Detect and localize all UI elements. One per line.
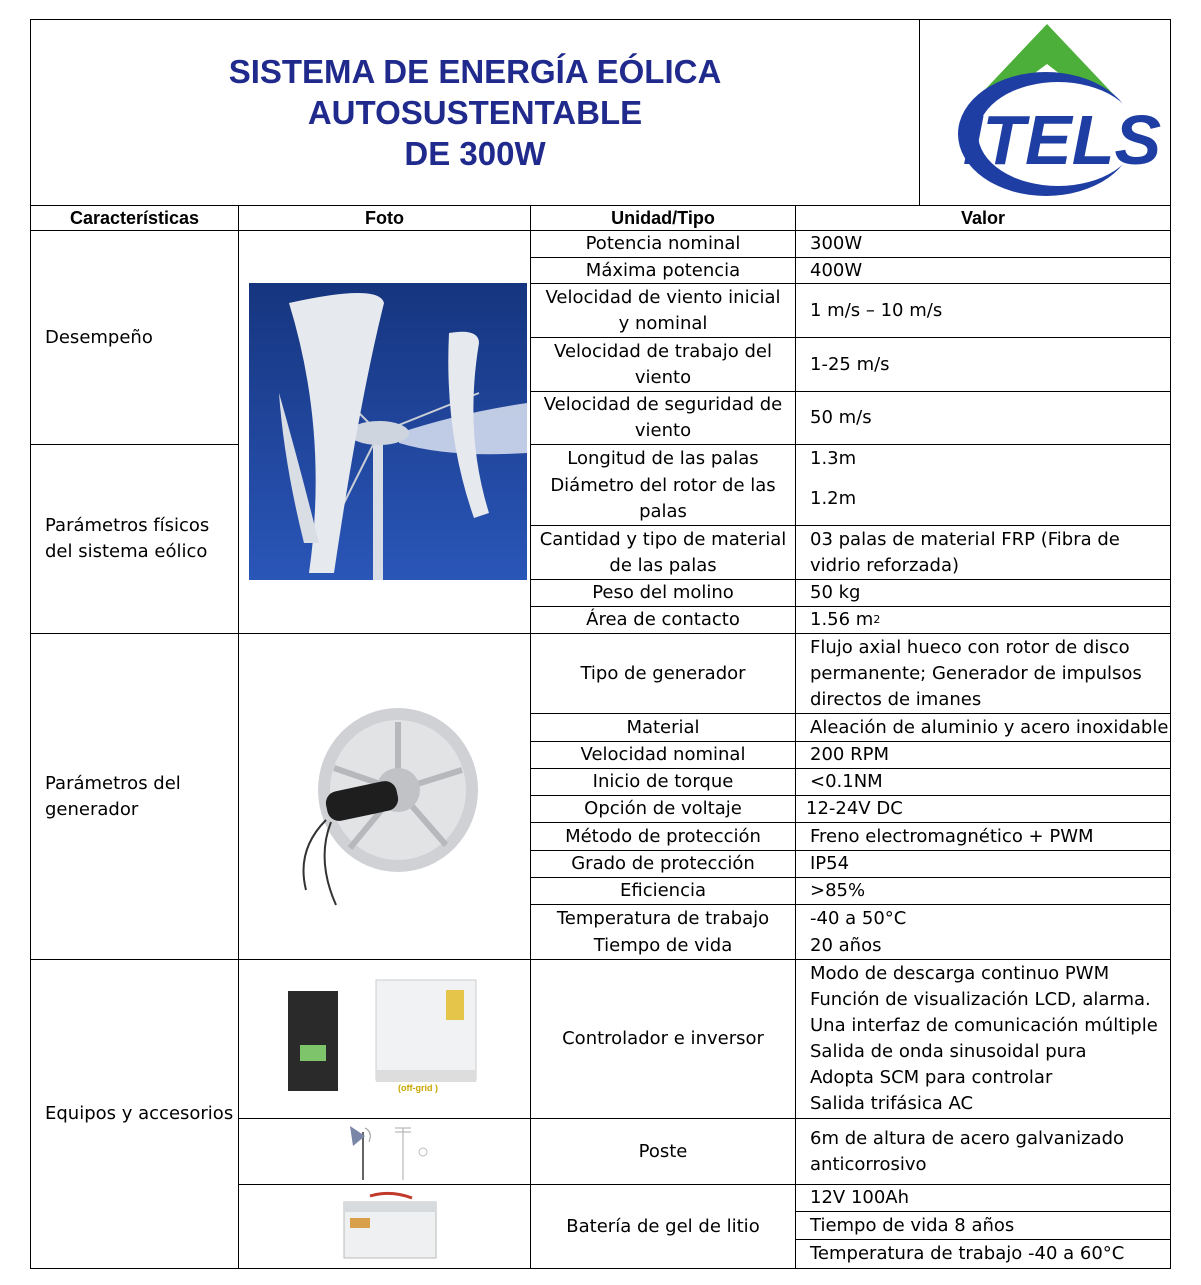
value-controlador-line-6: Salida trifásica AC — [810, 1093, 974, 1114]
value-controlador-line-4: Salida de onda sinusoidal pura — [810, 1041, 1087, 1062]
controller-inverter-photo — [286, 975, 486, 1103]
unit-controlador: Controlador e inversor — [562, 1028, 764, 1049]
page-title — [31, 20, 919, 205]
unit-vel-trabajo — [531, 338, 795, 391]
value-vel-seguridad: 50 m/s — [810, 407, 872, 428]
section-fisicos-line-1: Parámetros físicos — [45, 515, 210, 536]
value-area: 1.56 m 2 — [796, 607, 1170, 633]
unit-vel-inicial-line-2: y nominal — [618, 312, 708, 334]
value-bateria-capacidad: 12V 100Ah — [810, 1187, 910, 1208]
value-poste-line-1: 6m de altura de acero galvanizado — [810, 1127, 1125, 1149]
pole-photo — [335, 1122, 435, 1182]
value-tipo-gen-line-3: directos de imanes — [810, 688, 982, 710]
value-vel-trabajo: 1-25 m/s — [810, 353, 890, 375]
controller-caption: (off-grid ) — [398, 1083, 438, 1093]
unit-cant-palas — [531, 526, 795, 579]
unit-vel-seguridad — [531, 392, 795, 444]
unit-maxima-potencia: Máxima potencia — [585, 259, 741, 281]
section-generador — [31, 634, 238, 959]
value-tipo-gen-line-2: permanente; Generador de impulsos — [810, 662, 1142, 684]
title-line-3: DE 300W — [404, 135, 546, 172]
header-valor: Valor — [960, 208, 1006, 228]
unit-vel-trabajo-line-2: viento — [634, 366, 692, 388]
value-controlador-line-2: Función de visualización LCD, alarma. — [810, 989, 1151, 1010]
value-long-palas: 1.3m — [810, 447, 857, 469]
value-eficiencia: >85% — [810, 880, 866, 901]
value-diam-rotor: 1.2m — [810, 487, 857, 509]
value-bateria-temp: Temperatura de trabajo -40 a 60°C — [810, 1243, 1125, 1264]
section-generador-line-1: Parámetros del — [45, 772, 181, 794]
unit-vel-nominal: Velocidad nominal — [580, 744, 746, 765]
unit-diam-rotor-line-2: palas — [639, 500, 687, 522]
value-cant-palas — [796, 526, 1170, 579]
section-fisicos — [31, 445, 238, 633]
unit-material: Material — [626, 716, 700, 738]
unit-bateria: Batería de gel de litio — [566, 1215, 760, 1237]
header-caracteristicas: Características — [69, 208, 200, 228]
unit-vel-inicial-line-1: Velocidad de viento inicial — [545, 286, 781, 308]
value-tipo-gen — [796, 634, 1170, 713]
value-poste — [796, 1119, 1170, 1184]
value-tipo-gen-line-1: Flujo axial hueco con rotor de disco — [810, 636, 1130, 658]
section-desempeno: Desempeño — [45, 326, 153, 348]
unit-vel-inicial — [531, 284, 795, 337]
unit-eficiencia: Eficiencia — [619, 880, 707, 901]
title-line-1: SISTEMA DE ENERGÍA EÓLICA — [228, 53, 722, 90]
unit-vel-trabajo-line-1: Velocidad de trabajo del — [554, 340, 772, 362]
value-controlador — [796, 960, 1170, 1118]
unit-metodo-prot: Método de protección — [565, 825, 761, 847]
value-bateria-vida: Tiempo de vida 8 años — [810, 1214, 1015, 1236]
unit-poste: Poste — [638, 1140, 688, 1162]
value-potencia-nominal: 300W — [810, 233, 863, 254]
unit-peso: Peso del molino — [592, 582, 734, 603]
itels-logo — [950, 24, 1162, 200]
wind-turbine-photo — [249, 283, 527, 580]
section-generador-line-2: generador — [45, 798, 139, 820]
header-foto: Foto — [365, 208, 404, 228]
unit-tipo-gen: Tipo de generador — [580, 662, 746, 684]
value-cant-palas-line-2: vidrio reforzada) — [810, 554, 960, 576]
value-metodo-prot: Freno electromagnético + PWM — [810, 825, 1094, 847]
value-tiempo-vida: 20 años — [810, 934, 882, 956]
value-material: Aleación de aluminio y acero inoxidable — [810, 716, 1169, 738]
section-equipos: Equipos y accesorios — [45, 1103, 234, 1124]
unit-vel-seguridad-line-1: Velocidad de seguridad de — [543, 394, 783, 415]
unit-long-palas: Longitud de las palas — [567, 447, 759, 469]
value-vel-nominal: 200 RPM — [810, 744, 889, 765]
value-temp-trabajo: -40 a 50°C — [810, 907, 907, 929]
unit-area: Área de contacto — [586, 609, 740, 630]
value-cant-palas-line-1: 03 palas de material FRP (Fibra de — [810, 528, 1120, 550]
unit-cant-palas-line-2: de las palas — [609, 554, 717, 576]
unit-vel-seguridad-line-2: viento — [634, 420, 692, 441]
value-peso: 50 kg — [810, 582, 861, 603]
value-poste-line-2: anticorrosivo — [810, 1153, 927, 1175]
value-maxima-potencia: 400W — [810, 259, 863, 281]
value-voltaje: 12-24V DC — [806, 798, 903, 819]
value-vel-inicial: 1 m/s – 10 m/s — [810, 299, 943, 321]
unit-potencia-nominal: Potencia nominal — [585, 233, 741, 254]
logo-text: ITELS — [962, 101, 1162, 179]
unit-temp-trabajo: Temperatura de trabajo — [556, 907, 770, 929]
unit-grado-prot: Grado de protección — [571, 853, 755, 874]
title-line-2: AUTOSUSTENTABLE — [307, 94, 643, 131]
value-controlador-line-3: Una interfaz de comunicación múltiple — [810, 1015, 1158, 1036]
unit-cant-palas-line-1: Cantidad y tipo de material — [539, 528, 787, 550]
generator-photo — [286, 700, 480, 910]
value-torque: <0.1NM — [810, 771, 883, 792]
unit-tiempo-vida: Tiempo de vida — [593, 934, 733, 956]
value-controlador-line-5: Adopta SCM para controlar — [810, 1067, 1053, 1088]
value-area-text: 1.56 m — [810, 609, 874, 630]
unit-diam-rotor-line-1: Diámetro del rotor de las — [550, 474, 776, 496]
unit-voltaje: Opción de voltaje — [584, 798, 742, 819]
value-controlador-line-1: Modo de descarga continuo PWM — [810, 963, 1110, 984]
battery-photo — [340, 1190, 440, 1262]
value-grado-prot: IP54 — [810, 853, 850, 874]
unit-diam-rotor — [531, 472, 795, 525]
section-fisicos-line-2: del sistema eólico — [45, 541, 208, 562]
unit-torque: Inicio de torque — [592, 771, 734, 792]
header-unidad: Unidad/Tipo — [611, 208, 715, 228]
